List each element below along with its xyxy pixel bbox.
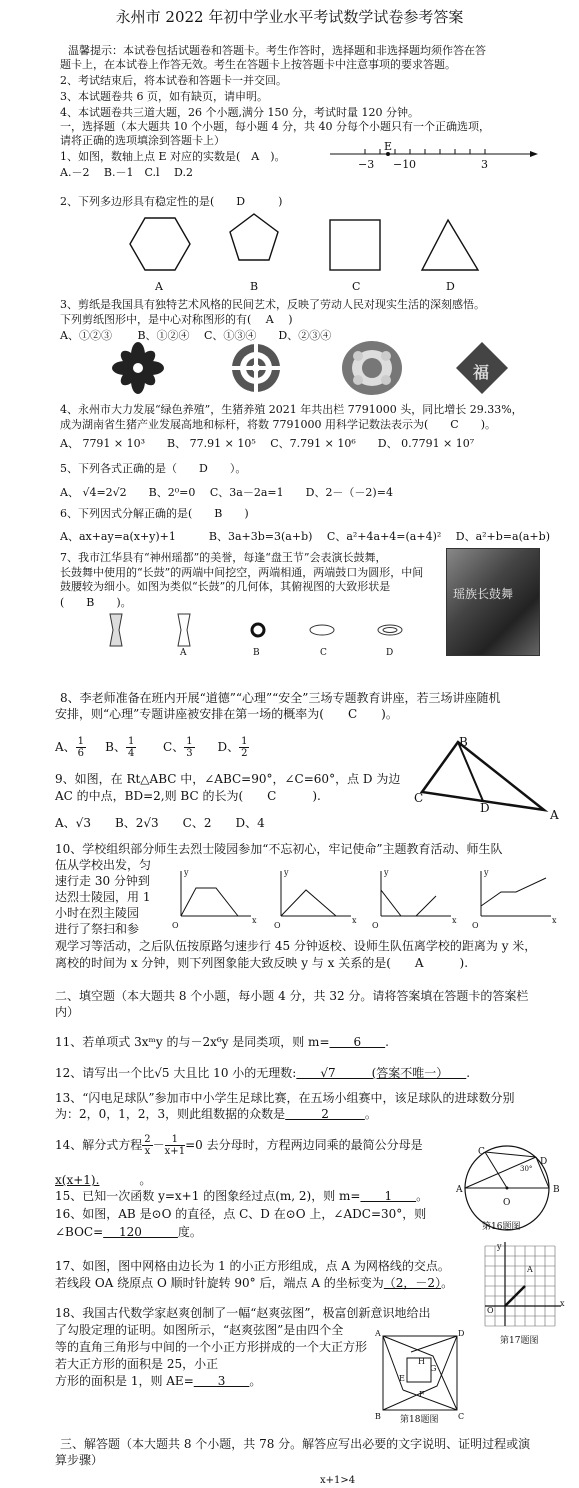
point-label: B — [553, 1185, 560, 1195]
q11: 11、若单项式 3xᵐy 的与－2x⁶y 是同类项，则 m= 6 . — [55, 1035, 389, 1049]
vertex-label: B — [459, 735, 468, 749]
q3-text: 3、剪纸是我国具有独特艺术风格的民间艺术，反映了劳动人民对现实生活的深刻感悟。 — [60, 298, 485, 311]
answer: 3 — [193, 1374, 250, 1388]
q10-text: 10、学校组织部分师生去烈士陵园参加“不忘初心，牢记使命”主题教育活动、师生队 — [55, 842, 503, 856]
notice-line: 题卡上，在本试卷上作答无效。考生在答题卡上按答题卡中注意事项的要求答题。 — [60, 58, 456, 71]
point-label: H — [418, 1357, 425, 1366]
q14: 14、解分式方程 $\frac{2}{x}$ － $\frac{1}{x+1}$ =0 去分母时，方程两边同乘的最简公分母是 — [55, 1134, 423, 1157]
axis-tick-label: −1 — [393, 158, 410, 171]
answer: 6 — [329, 1035, 386, 1049]
cut-off-formula: x+1>4 — [320, 1475, 356, 1486]
answer: 120 — [103, 1225, 178, 1239]
figure-caption: 第16题图 — [482, 1222, 521, 1232]
axis-tick-label: 0 — [409, 158, 416, 171]
q7-text: 长鼓舞中使用的“长鼓”的两端中间挖空，两端相通，两端鼓口为圆形，中间 — [60, 566, 424, 579]
vertex-label: A — [550, 808, 559, 822]
figure-caption: 第17题图 — [500, 1336, 539, 1346]
point-label: O — [503, 1198, 511, 1208]
point-label: A — [527, 1265, 533, 1274]
q7-text: ( B )。 — [60, 596, 132, 609]
point-label: D — [458, 1329, 465, 1338]
q7-text: 鼓腰较为细小。如图为类似“长鼓”的几何体，其俯视图的大致形状是 — [60, 580, 391, 593]
axis-tick-label: −3 — [358, 158, 375, 171]
q14-answer: x(x+1). 。 — [55, 1173, 152, 1187]
photo-caption: 瑶族长鼓舞 — [453, 587, 514, 601]
graph-x-label: x — [252, 916, 257, 925]
q13: 为：2，0，1，2，3，则此组数据的众数是 2 。 — [55, 1107, 377, 1121]
graph-x-label: x — [452, 916, 457, 925]
option-label: A — [155, 280, 163, 293]
option-label: B — [253, 648, 260, 658]
point-label: B — [375, 1412, 381, 1421]
q5-options: A、 √4=2√2 B、2⁰=0 C、3a－2a=1 D、2－（－2)=4 — [60, 486, 393, 499]
q15: 15、已知一次函数 y=x+1 的图象经过点(m, 2)，则 m= 1 。 — [55, 1189, 429, 1203]
q10-text: 进行了祭扫和参 — [55, 922, 140, 936]
option-label: A — [180, 648, 187, 658]
q1-text: 1、如图，数轴上点 E 对应的实数是( A )。 — [60, 150, 286, 163]
q16-text: 16、如图，AB 是⊙O 的直径，点 C、D 在⊙O 上，∠ADC=30°，则 — [55, 1207, 427, 1221]
notice-line: 4、本试题卷共三道大题，26 个小题,满分 150 分，考试时量 120 分钟。 — [60, 106, 419, 119]
q10-text: 小时在烈主陵园 — [55, 906, 140, 920]
section-heading: 算步骤） — [55, 1453, 104, 1467]
papercut-character: 福 — [473, 363, 490, 382]
q18: 方形的面积是 1，则 AE= 3 。 — [55, 1374, 262, 1388]
answer: （2，－2） — [383, 1276, 442, 1290]
q10-text: 观学习等活动，之后队伍按原路匀速步行 45 分钟返校、设师生队伍离学校的距离为 y 米， — [55, 939, 537, 953]
q3-text: 下列剪纸图形中，是中心对称图形的有( A ) — [60, 313, 293, 326]
long-drum-photo — [446, 548, 540, 656]
section-heading: 请将正确的选项填涂到答题卡上） — [60, 134, 225, 147]
q10-text: 离校的时间为 x 分钟，则下列图象能大致反映 y 与 x 关系的是( A ). — [55, 956, 469, 970]
notice-line: 温馨提示：本试卷包括试题卷和答题卡。考生作答时，选择题和非选择题均须作答在答 — [68, 44, 486, 57]
axis-label: y — [497, 1242, 502, 1251]
q10-text: 达烈士陵园，用 1 — [55, 890, 151, 904]
graph-x-label: x — [352, 916, 357, 925]
graph-origin: O — [274, 921, 281, 930]
notice-line: 2、考试结束后，将本试卷和答题卡一并交回。 — [60, 74, 287, 87]
origin-label: O — [487, 1306, 494, 1315]
q8-text: 8、李老师准备在班内开展“道德”“心理”“安全”三场专题教育讲座，若三场讲座随机 — [60, 691, 501, 705]
q4-text: 成为湖南省生猪产业发展高地和标杆，将数 7791000 用科学记数法表示为( C )。 — [60, 418, 496, 431]
answer: 2 — [285, 1107, 365, 1121]
q8-options: A、 $\frac{1}{6}$ B、 $\frac{1}{4}$ C、 $\frac{1}{3}$ D、 $\frac{1}{2}$ — [55, 736, 248, 759]
axis-label: x — [560, 1299, 565, 1308]
q6-text: 6、下列因式分解正确的是( B ) — [60, 507, 249, 520]
q17: 若线段 OA 绕原点 O 顺时针旋转 90° 后，端点 A 的坐标变为（2，－2）。 — [55, 1276, 454, 1290]
point-label: F — [419, 1390, 425, 1399]
section-heading: 一，选择题（本大题共 10 个小题，每小题 4 分，共 40 分每个小题只有一个正确选项， — [60, 120, 490, 133]
q10-text: 伍从学校出发，匀 — [55, 858, 152, 872]
q3-options: A、①②③ B、①②④ C、①③④ D、②③④ — [60, 329, 332, 342]
q18-text: 等的直角三角形与中间的一个小正方形拼成的一个大正方形 — [55, 1340, 368, 1354]
point-label: C — [458, 1412, 465, 1421]
answer: 1 — [360, 1189, 417, 1203]
q16: ∠BOC= 120 度。 — [55, 1225, 202, 1239]
angle-label: 30° — [520, 1165, 533, 1173]
q7-text: 7、我市江华县有“神州瑶都”的美誉，每逢“盘王节”会表演长鼓舞， — [60, 551, 387, 564]
q9-text: AC 的中点，BD=2,则 BC 的长为( C ). — [55, 789, 321, 803]
section-heading: 三、解答题（本大题共 8 个小题，共 78 分。解答应写出必要的文字说明、证明过程或演 — [60, 1437, 531, 1451]
q4-options: A、 7791 × 10³ B、 77.91 × 10⁵ C、7.791 × 10⁶ D、 0.7791 × 10⁷ — [60, 437, 475, 450]
drum-views — [100, 612, 420, 657]
point-label: E — [399, 1374, 405, 1383]
vertex-label: D — [480, 801, 490, 815]
q17-text: 17、如图，图中网格由边长为 1 的小正方形组成，点 A 为网格线的交点。 — [55, 1259, 450, 1273]
q18-text: 了勾股定理的证明。如图所示，“赵爽弦图”是由四个全 — [55, 1323, 344, 1337]
graph-x-label: x — [552, 916, 557, 925]
graph-y-label: y — [284, 868, 289, 877]
graph-origin: O — [372, 921, 379, 930]
section-heading: 内） — [55, 1005, 80, 1019]
q10-text: 速行走 30 分钟到 — [55, 874, 150, 888]
option-label: D — [386, 648, 394, 658]
point-label: A — [375, 1329, 381, 1338]
figure-caption: 第18题图 — [400, 1415, 439, 1425]
graph-origin: O — [172, 921, 179, 930]
notice-line: 3、本试题卷共 6 页，如有缺页，请申明。 — [60, 90, 268, 103]
polygon-figures — [130, 214, 490, 284]
q2-text: 2、下列多边形具有稳定性的是( D ) — [60, 195, 283, 208]
section-heading: 二、填空题（本大题共 8 个小题，每小题 4 分，共 32 分。请将答案填在答题卡的答案栏 — [55, 989, 529, 1003]
q4-text: 4、永州市大力发展“绿色养殖”，生猪养殖 2021 年共出栏 7791000 头，同比增长 29.33%， — [60, 403, 523, 416]
q10-graphs — [176, 866, 566, 926]
q9-options: A、√3 B、2√3 C、2 D、4 — [55, 816, 265, 830]
q8-text: 安排，则“心理”专题讲座被安排在第一场的概率为( C )。 — [55, 707, 398, 721]
q12: 12、请写出一个比√5 大且比 10 小的无理数: √7 (答案不唯一） . — [55, 1066, 471, 1080]
q5-text: 5、下列各式正确的是（ D ）。 — [60, 462, 247, 475]
option-label: B — [250, 280, 259, 293]
point-label: G — [430, 1364, 437, 1373]
q18-text: 若大正方形的面积是 25，小正 — [55, 1357, 219, 1371]
point-label: A — [456, 1185, 463, 1195]
option-label: C — [320, 648, 327, 658]
q9-text: 9、如图，在 Rt△ABC 中，∠ABC=90°，∠C=60°，点 D 为边 — [55, 772, 401, 786]
q6-options: A、ax+ay=a(x+y)+1 B、3a+3b=3(a+b) C、a²+4a+4=(a+4)² D、a²+b=a(a+b) — [60, 530, 550, 543]
graph-origin: O — [472, 921, 479, 930]
axis-tick-label: 3 — [481, 158, 488, 171]
graph-y-label: y — [184, 868, 189, 877]
vertex-label: C — [414, 791, 424, 805]
option-label: D — [446, 280, 455, 293]
point-label: C — [478, 1147, 485, 1157]
point-label: D — [540, 1157, 548, 1167]
graph-y-label: y — [484, 868, 489, 877]
q1-options: A.－2 B.－1 C.l D.2 — [60, 166, 193, 179]
option-label: C — [352, 280, 361, 293]
q13-text: 13、“闪电足球队”参加市中小学生足球比赛，在五场小组赛中，该足球队的进球数分别 — [55, 1091, 515, 1105]
page-title: 永州市 2022 年初中学业水平考试数学试卷参考答案 — [115, 8, 464, 26]
answer: √7 (答案不唯一） — [296, 1066, 467, 1080]
graph-y-label: y — [384, 868, 389, 877]
axis-point-label: E — [384, 140, 393, 153]
papercut-images — [110, 342, 530, 398]
q18-text: 18、我国古代数学家赵爽创制了一幅“赵爽弦图”，极富创新意识地给出 — [55, 1306, 431, 1320]
